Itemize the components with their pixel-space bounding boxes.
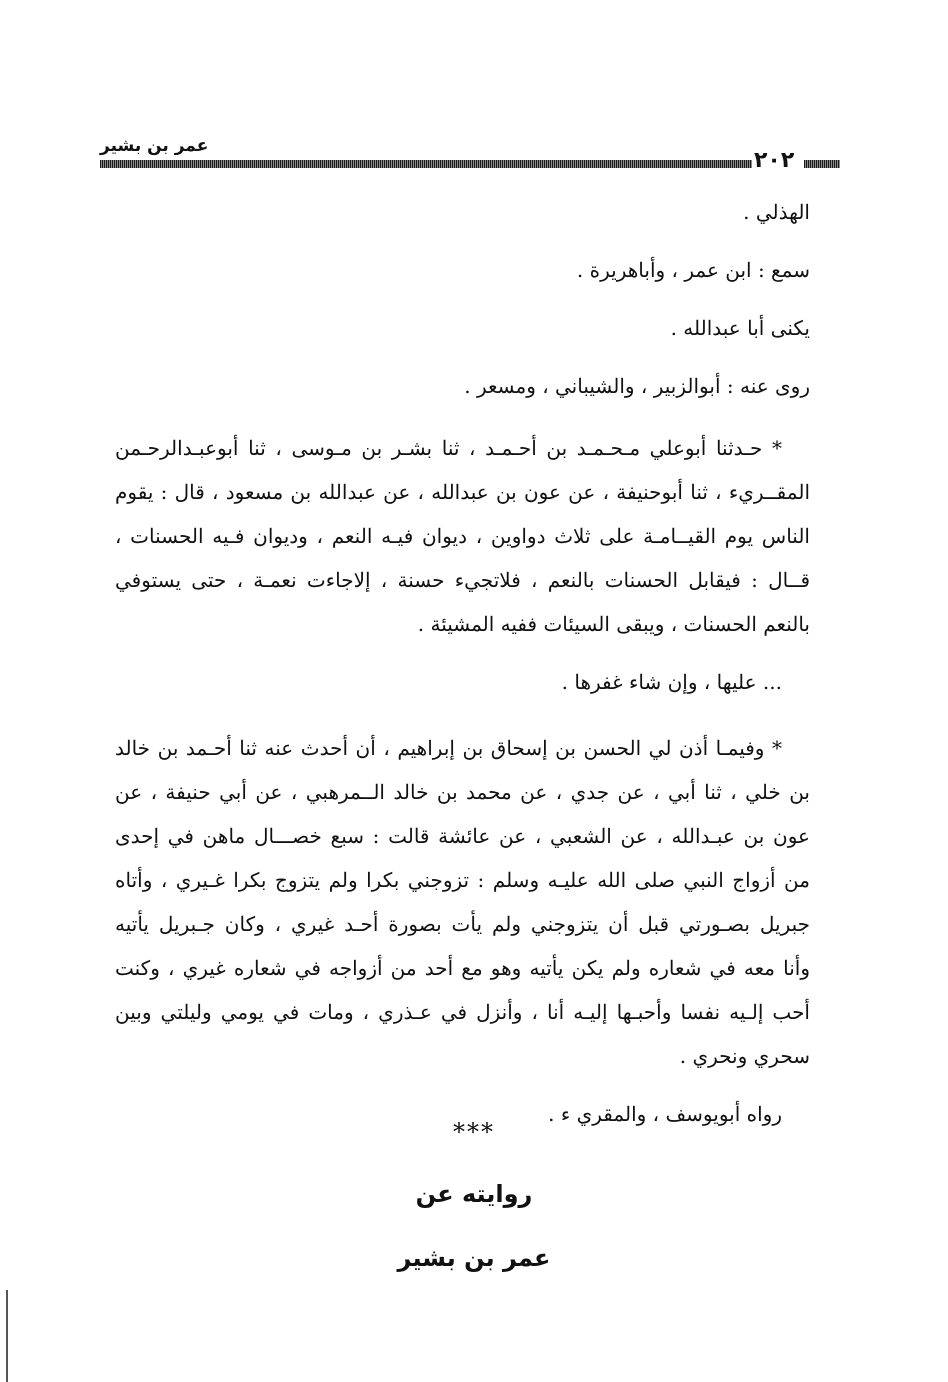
page-edge-shadow — [6, 1290, 8, 1382]
paragraph-hadith-2 — [115, 726, 810, 1078]
paragraph-line: قــال : فيقابل الحسنات بالنعم ، فلاتجيء حسنة ، إلاجاءت نعمـة ، حتى يستوفي — [115, 568, 810, 592]
text-line: سمع : ابن عمر ، وأباهريرة . — [576, 258, 810, 282]
paragraph-line: وأنا معه في شعاره ولم يكن يأتيه وهو مع أحد من أزواجه في شعاره غيري ، وكنت — [115, 956, 810, 980]
paragraph-hadith-1 — [115, 426, 810, 646]
paragraph-line: الناس يوم القيــامـة على ثلاث دواوين ، ديوان فيـه النعم ، وديوان فـيه الحسنات ، — [115, 524, 810, 548]
paragraph-line: * حـدثنا أبوعلي مـحـمـد بن أحـمـد ، ثنا بشـر بن مـوسى ، ثنا أبوعبـدالرحـمن — [115, 436, 782, 460]
paragraph-line: بالنعم الحسنات ، ويبقى السيئات ففيه المشيئة . — [417, 612, 810, 636]
header-rule-left — [100, 160, 752, 168]
section-heading-line-1: روايته عن — [415, 1180, 533, 1208]
paragraph-line: عون بن عبـدالله ، عن الشعبي ، عن عائشة قالت : سبع خصـــال ماهن في إحدى — [115, 824, 810, 848]
text-line: الهذلي . — [743, 200, 810, 224]
paragraph-line: المقــريء ، ثنا أبوحنيفة ، عن عون بن عبدالله ، عن عبدالله بن مسعود ، قال : يقوم — [115, 480, 810, 504]
running-header — [100, 136, 840, 176]
paragraph-line: * وفيمـا أذن لي الحسن بن إسحاق بن إبراهيم ، أن أحدث عنه ثنا أحـمد بن خالد — [115, 736, 782, 760]
paragraph-line: من أزواج النبي صلى الله عليـه وسلم : تزوجني بكرا ولم يتزوج بكرا غـيري ، وأتاه — [115, 868, 810, 892]
text-line: رواه أبويوسف ، والمقري ء . — [548, 1102, 782, 1126]
paragraph-line: جبريل بصـورتي قبل أن يتزوجني ولم يأت بصورة أحـد غيري ، وكان جـبريل يأتيه — [115, 912, 810, 936]
paragraph-line: بن خلي ، ثنا أبي ، عن جدي ، عن محمد بن خالد الــمرهبي ، عن أبي حنيفة ، عن — [115, 780, 810, 804]
page-body — [115, 190, 810, 1136]
section-heading-line-2: عمر بن بشير — [397, 1244, 551, 1272]
section-separator: *** — [453, 1118, 495, 1146]
header-rule-right — [804, 160, 840, 168]
paragraph-line: سحري ونحري . — [679, 1044, 810, 1068]
text-line: روى عنه : أبوالزبير ، والشيباني ، ومسعر . — [464, 374, 810, 398]
text-line: يكنى أبا عبدالله . — [670, 316, 810, 340]
running-header-title: عمر بن بشير — [100, 136, 209, 156]
text-line: ... عليها ، وإن شاء غفرها . — [561, 670, 782, 694]
paragraph-line: أحب إلـيه نفسا وأحبـها إليـه أنا ، وأنزل في عـذري ، ومات في يومي وليلتي وبين — [115, 1000, 810, 1024]
page-number: ٢٠٢ — [754, 148, 795, 173]
